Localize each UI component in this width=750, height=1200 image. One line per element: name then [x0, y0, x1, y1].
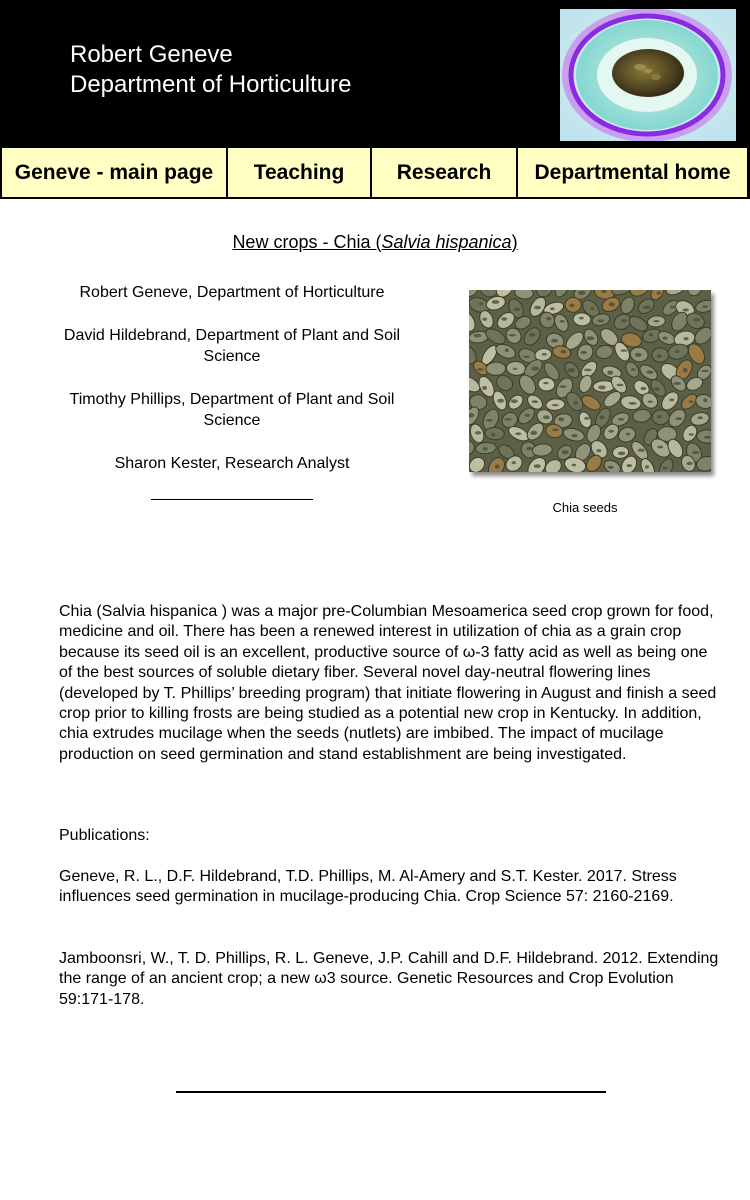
- page-header: [0, 0, 750, 146]
- title-prefix: New crops - Chia (: [232, 232, 382, 252]
- bottom-divider: [176, 1091, 606, 1093]
- author-item: Timothy Phillips, Department of Plant and Soil Science: [69, 391, 395, 429]
- nav-research[interactable]: Research: [372, 148, 516, 197]
- main-navigation: [0, 146, 750, 199]
- author-item: Sharon Kester, Research Analyst: [114, 455, 350, 472]
- author-item: Robert Geneve, Department of Horticulture: [79, 284, 385, 301]
- chia-seeds-photo: [469, 290, 711, 472]
- author-item: David Hildebrand, Department of Plant and Soil Science: [63, 327, 401, 365]
- title-species: Salvia hispanica: [381, 232, 512, 252]
- author-list: [44, 282, 420, 496]
- publication-item: Geneve, R. L., D.F. Hildebrand, T.D. Phillips, M. Al-Amery and S.T. Kester. 2017. Stress influences seed germination in mucilage-producing Chia. Crop Science 57: 2160-2169.: [59, 868, 677, 906]
- nav-teaching[interactable]: Teaching: [228, 148, 370, 197]
- publications-heading: Publications:: [59, 827, 150, 844]
- image-caption: Chia seeds: [552, 500, 618, 515]
- nav-main-page[interactable]: Geneve - main page: [2, 148, 226, 197]
- description-paragraph: Chia (Salvia hispanica ) was a major pre-Columbian Mesoamerica seed crop grown for food, medicine and oil. There has been a renewed interest in utilization of chia as a grain crop because its seed oil is an excellent, productive source of ω-3 fatty acid as well as being one of the best sources of soluble dietary fiber. Several novel day-neutral flowering lines (developed by T. Phillips’ breeding program) that initiate flowering in August and finish a seed crop prior to killing frosts are being studied as a potential new crop in Kentucky. In addition, chia extrudes mucilage when the seeds (nutlets) are imbibed. The impact of mucilage production on seed germination and stand establishment are being investigated.: [59, 603, 717, 763]
- header-title: [70, 40, 351, 100]
- header-department: Department of Horticulture: [70, 71, 352, 98]
- seed-cross-section-icon: [560, 9, 736, 141]
- title-suffix: ): [511, 232, 518, 252]
- nav-departmental-home[interactable]: Departmental home: [518, 148, 747, 197]
- page-title: [0, 232, 750, 253]
- publication-item: Jamboonsri, W., T. D. Phillips, R. L. Geneve, J.P. Cahill and D.F. Hildebrand. 2012. Extending the range of an ancient crop; a new ω3 source. Genetic Resources and Crop Evolution 59:171-178.: [59, 950, 719, 1008]
- header-name: Robert Geneve: [70, 41, 233, 68]
- author-divider: [151, 499, 313, 500]
